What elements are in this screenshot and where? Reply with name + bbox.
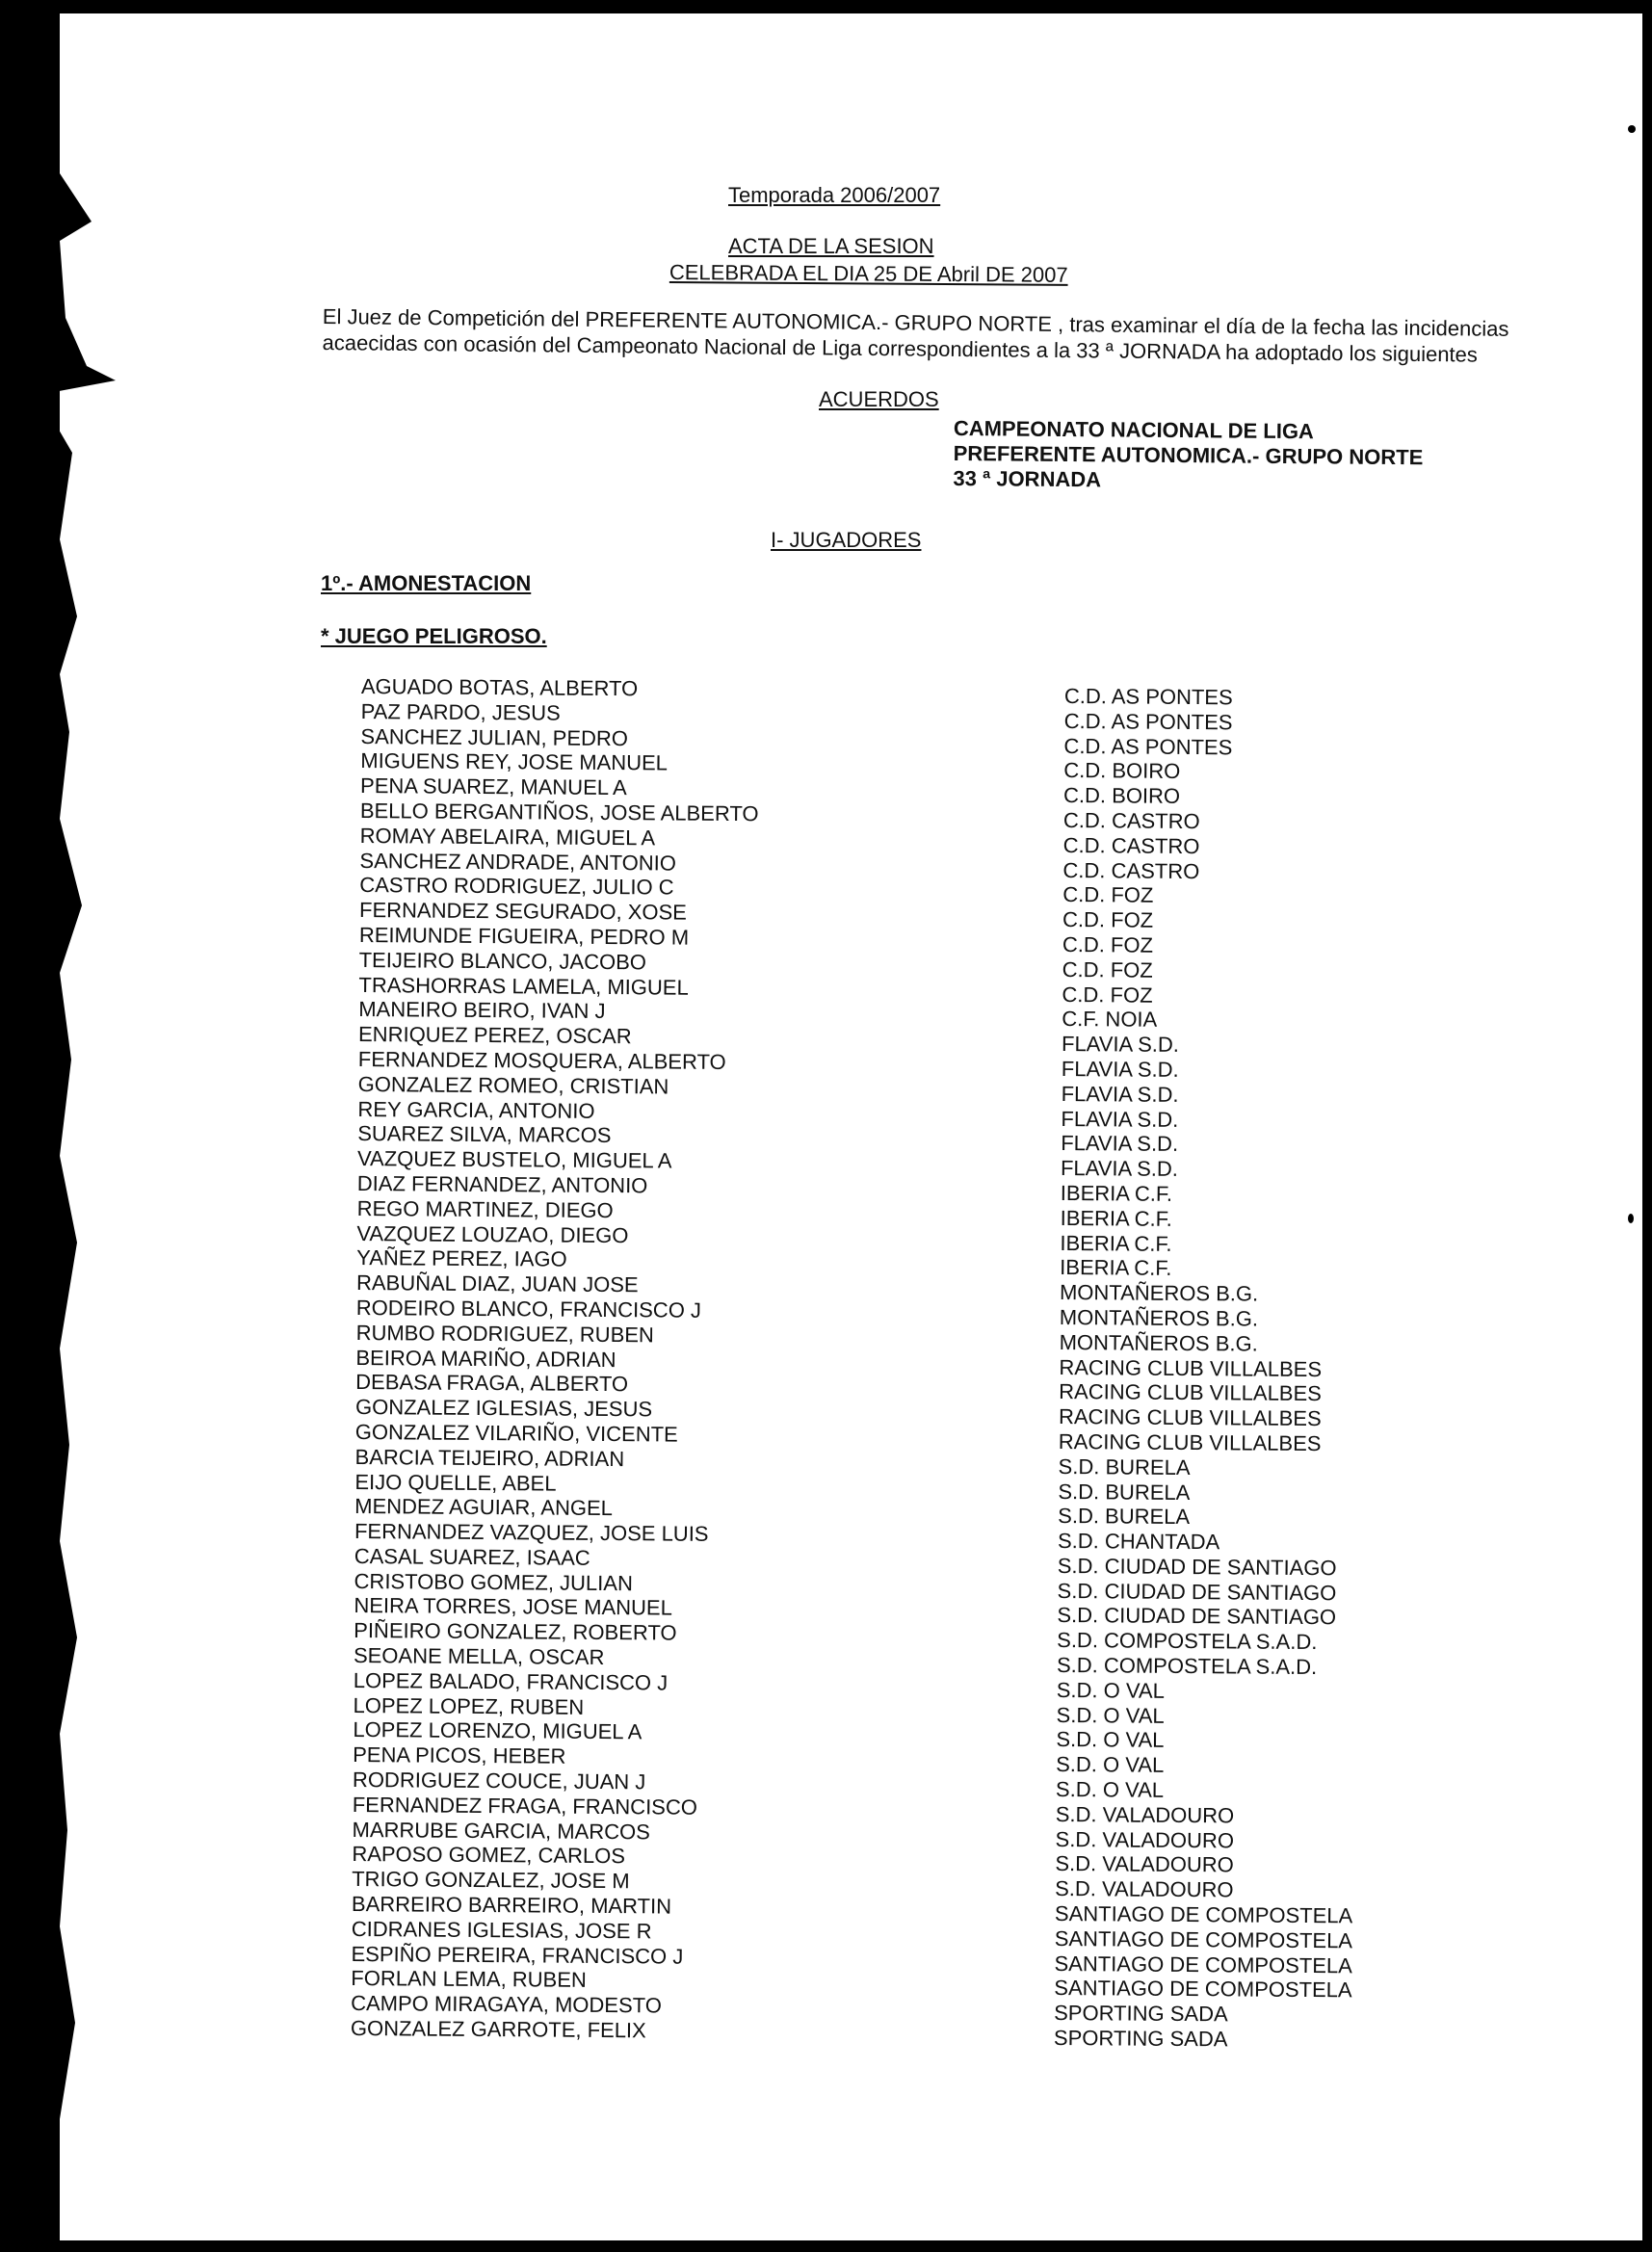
club-name: S.D. O VAL: [1056, 1677, 1165, 1703]
section-heading: I- JUGADORES: [771, 528, 922, 552]
player-name: FERNANDEZ SEGURADO, XOSE: [358, 898, 688, 925]
player-name: ESPIÑO PEREIRA, FRANCISCO J: [351, 1941, 684, 1969]
club-name: C.D. FOZ: [1062, 882, 1154, 908]
club-name: C.D. CASTRO: [1062, 832, 1200, 858]
club-name: SANTIAGO DE COMPOSTELA: [1054, 1901, 1353, 1928]
club-name: S.D. O VAL: [1056, 1702, 1165, 1728]
club-name: S.D. VALADOURO: [1055, 1801, 1235, 1828]
club-name: C.F. NOIA: [1062, 1007, 1158, 1033]
player-name: PIÑEIRO GONZALEZ, ROBERTO: [354, 1618, 677, 1645]
club-name: MONTAÑEROS B.G.: [1059, 1280, 1259, 1306]
clubs-list: [1054, 684, 1450, 2054]
club-name: S.D. VALADOURO: [1055, 1876, 1234, 1902]
scan-speck: [1628, 1214, 1634, 1223]
player-name: SEOANE MELLA, OSCAR: [353, 1643, 605, 1670]
player-name: DEBASA FRAGA, ALBERTO: [355, 1370, 629, 1397]
player-name: VAZQUEZ LOUZAO, DIEGO: [356, 1220, 629, 1247]
player-name: FERNANDEZ FRAGA, FRANCISCO: [352, 1792, 698, 1820]
club-name: MONTAÑEROS B.G.: [1059, 1329, 1258, 1356]
club-name: IBERIA C.F.: [1060, 1205, 1172, 1231]
players-list: [351, 674, 862, 2045]
acta-date: CELEBRADA EL DIA 25 DE Abril DE 2007: [669, 260, 1068, 287]
club-name: FLAVIA S.D.: [1061, 1131, 1179, 1157]
player-name: EIJO QUELLE, ABEL: [354, 1469, 557, 1496]
club-name: MONTAÑEROS B.G.: [1059, 1304, 1259, 1331]
player-name: BARREIRO BARREIRO, MARTIN: [351, 1892, 672, 1919]
club-name: FLAVIA S.D.: [1061, 1106, 1179, 1132]
club-name: C.D. CASTRO: [1062, 807, 1200, 834]
player-name: PENA SUAREZ, MANUEL A: [359, 773, 627, 800]
player-name: NEIRA TORRES, JOSE MANUEL: [354, 1593, 672, 1621]
club-name: S.D. VALADOURO: [1055, 1851, 1234, 1877]
club-name: S.D. O VAL: [1055, 1777, 1165, 1802]
player-name: FERNANDEZ VAZQUEZ, JOSE LUIS: [354, 1519, 709, 1546]
club-name: FLAVIA S.D.: [1061, 1056, 1179, 1082]
club-name: S.D. CHANTADA: [1057, 1529, 1220, 1555]
club-name: S.D. CIUDAD DE SANTIAGO: [1057, 1603, 1337, 1630]
club-name: S.D. O VAL: [1056, 1727, 1165, 1753]
player-name: REY GARCIA, ANTONIO: [357, 1096, 595, 1123]
acuerdos-heading: ACUERDOS: [819, 387, 939, 411]
player-name: CRISTOBO GOMEZ, JULIAN: [354, 1568, 634, 1595]
club-name: SANTIAGO DE COMPOSTELA: [1054, 1976, 1352, 2003]
player-name: GONZALEZ VILARIÑO, VICENTE: [354, 1419, 678, 1447]
player-name: BEIROA MARIÑO, ADRIAN: [355, 1345, 616, 1372]
club-name: RACING CLUB VILLALBES: [1058, 1428, 1322, 1456]
club-name: C.D. FOZ: [1062, 907, 1154, 932]
competition-line-3: 33 ª JORNADA: [953, 465, 1102, 492]
club-name: IBERIA C.F.: [1060, 1230, 1172, 1256]
player-name: RABUÑAL DIAZ, JUAN JOSE: [355, 1270, 639, 1297]
club-name: SPORTING SADA: [1054, 2001, 1228, 2027]
player-name: TRIGO GONZALEZ, JOSE M: [352, 1867, 630, 1894]
player-name: MENDEZ AGUIAR, ANGEL: [354, 1494, 614, 1521]
club-name: IBERIA C.F.: [1060, 1180, 1173, 1206]
club-name: C.D. FOZ: [1062, 956, 1153, 982]
competition-block: [953, 416, 1423, 495]
club-name: S.D. BURELA: [1058, 1479, 1191, 1505]
player-name: GONZALEZ IGLESIAS, JESUS: [354, 1395, 653, 1422]
scan-speck: [1628, 125, 1636, 133]
club-name: C.D. BOIRO: [1063, 758, 1181, 784]
club-name: C.D. AS PONTES: [1063, 684, 1233, 710]
club-name: S.D. BURELA: [1058, 1504, 1191, 1530]
player-name: LOPEZ BALADO, FRANCISCO J: [353, 1667, 669, 1695]
player-name: MARRUBE GARCIA, MARCOS: [352, 1817, 650, 1845]
club-name: RACING CLUB VILLALBES: [1059, 1354, 1323, 1381]
club-name: C.D. AS PONTES: [1063, 708, 1233, 735]
club-name: S.D. BURELA: [1058, 1453, 1191, 1480]
club-name: C.D. AS PONTES: [1063, 733, 1233, 759]
club-name: SANTIAGO DE COMPOSTELA: [1054, 1925, 1353, 1953]
player-name: LOPEZ LORENZO, MIGUEL A: [353, 1717, 642, 1744]
player-name: RUMBO RODRIGUEZ, RUBEN: [355, 1320, 654, 1348]
subsection-heading: 1º.- AMONESTACION: [321, 571, 532, 595]
player-name: CASAL SUAREZ, ISAAC: [354, 1543, 590, 1570]
player-name: TEIJEIRO BLANCO, JACOBO: [358, 947, 647, 975]
player-name: LOPEZ LOPEZ, RUBEN: [353, 1692, 585, 1719]
club-name: C.D. FOZ: [1062, 931, 1154, 957]
player-name: DIAZ FERNANDEZ, ANTONIO: [356, 1170, 648, 1198]
category-heading: * JUEGO PELIGROSO.: [321, 624, 547, 648]
player-name: RODEIRO BLANCO, FRANCISCO J: [355, 1295, 702, 1322]
club-name: C.D. BOIRO: [1062, 783, 1181, 809]
player-name: RAPOSO GOMEZ, CARLOS: [352, 1842, 626, 1869]
player-name: SANCHEZ JULIAN, PEDRO: [360, 723, 629, 750]
player-name: BELLO BERGANTIÑOS, JOSE ALBERTO: [359, 798, 759, 826]
player-name: FERNANDEZ MOSQUERA, ALBERTO: [357, 1046, 726, 1074]
club-name: FLAVIA S.D.: [1060, 1156, 1179, 1182]
club-name: S.D. VALADOURO: [1055, 1826, 1235, 1853]
club-name: C.D. FOZ: [1062, 982, 1153, 1008]
player-name: BARCIA TEIJEIRO, ADRIAN: [354, 1444, 625, 1471]
club-name: SPORTING SADA: [1053, 2025, 1228, 2052]
player-name: CASTRO RODRIGUEZ, JULIO C: [359, 873, 674, 900]
player-name: GONZALEZ ROMEO, CRISTIAN: [357, 1071, 669, 1099]
player-name: MIGUENS REY, JOSE MANUEL: [360, 748, 669, 775]
player-name: SANCHEZ ANDRADE, ANTONIO: [359, 848, 677, 876]
player-name: PAZ PARDO, JESUS: [360, 698, 561, 725]
player-name: YAÑEZ PEREZ, IAGO: [356, 1245, 567, 1272]
club-name: S.D. CIUDAD DE SANTIAGO: [1057, 1578, 1337, 1605]
club-name: S.D. CIUDAD DE SANTIAGO: [1057, 1553, 1337, 1581]
club-name: S.D. COMPOSTELA S.A.D.: [1056, 1653, 1318, 1680]
player-name: ROMAY ABELAIRA, MIGUEL A: [359, 823, 656, 851]
player-name: AGUADO BOTAS, ALBERTO: [360, 674, 639, 701]
club-name: SANTIAGO DE COMPOSTELA: [1054, 1951, 1352, 1978]
player-name: SUAREZ SILVA, MARCOS: [357, 1121, 612, 1148]
club-name: RACING CLUB VILLALBES: [1058, 1404, 1322, 1431]
player-name: REIMUNDE FIGUEIRA, PEDRO M: [358, 922, 690, 950]
player-name: CAMPO MIRAGAYA, MODESTO: [351, 1991, 662, 2018]
club-name: RACING CLUB VILLALBES: [1059, 1379, 1322, 1406]
club-name: S.D. COMPOSTELA S.A.D.: [1057, 1628, 1318, 1655]
acta-title: ACTA DE LA SESION: [728, 234, 934, 258]
player-name: PENA PICOS, HEBER: [353, 1742, 566, 1768]
club-name: IBERIA C.F.: [1060, 1255, 1172, 1281]
player-name: VAZQUEZ BUSTELO, MIGUEL A: [356, 1146, 672, 1173]
player-name: ENRIQUEZ PEREZ, OSCAR: [357, 1022, 632, 1049]
player-name: RODRIGUEZ COUCE, JUAN J: [352, 1768, 646, 1794]
club-name: C.D. CASTRO: [1062, 857, 1200, 883]
player-name: CIDRANES IGLESIAS, JOSE R: [351, 1916, 652, 1944]
club-name: FLAVIA S.D.: [1061, 1032, 1180, 1058]
club-name: S.D. O VAL: [1056, 1752, 1165, 1778]
competition-line-2: PREFERENTE AUTONOMICA.- GRUPO NORTE: [953, 440, 1424, 470]
competition-line-1: CAMPEONATO NACIONAL DE LIGA: [953, 416, 1315, 444]
player-name: FORLAN LEMA, RUBEN: [351, 1966, 587, 1993]
player-name: GONZALEZ GARROTE, FELIX: [350, 2015, 646, 2043]
season-title: Temporada 2006/2007: [728, 183, 941, 207]
player-name: MANEIRO BEIRO, IVAN J: [358, 997, 606, 1024]
player-name: TRASHORRAS LAMELA, MIGUEL: [358, 972, 689, 1000]
intro-paragraph: El Juez de Competición del PREFERENTE AUTONOMICA.- GRUPO NORTE , tras examinar el día de la fecha las incidencias acaecidas con ocasión del Campeonato Nacional de Liga correspondientes a la 33 ª JORNADA ha adoptado los siguientes: [322, 303, 1509, 367]
club-name: FLAVIA S.D.: [1061, 1081, 1179, 1107]
player-name: REGO MARTINEZ, DIEGO: [356, 1195, 614, 1222]
